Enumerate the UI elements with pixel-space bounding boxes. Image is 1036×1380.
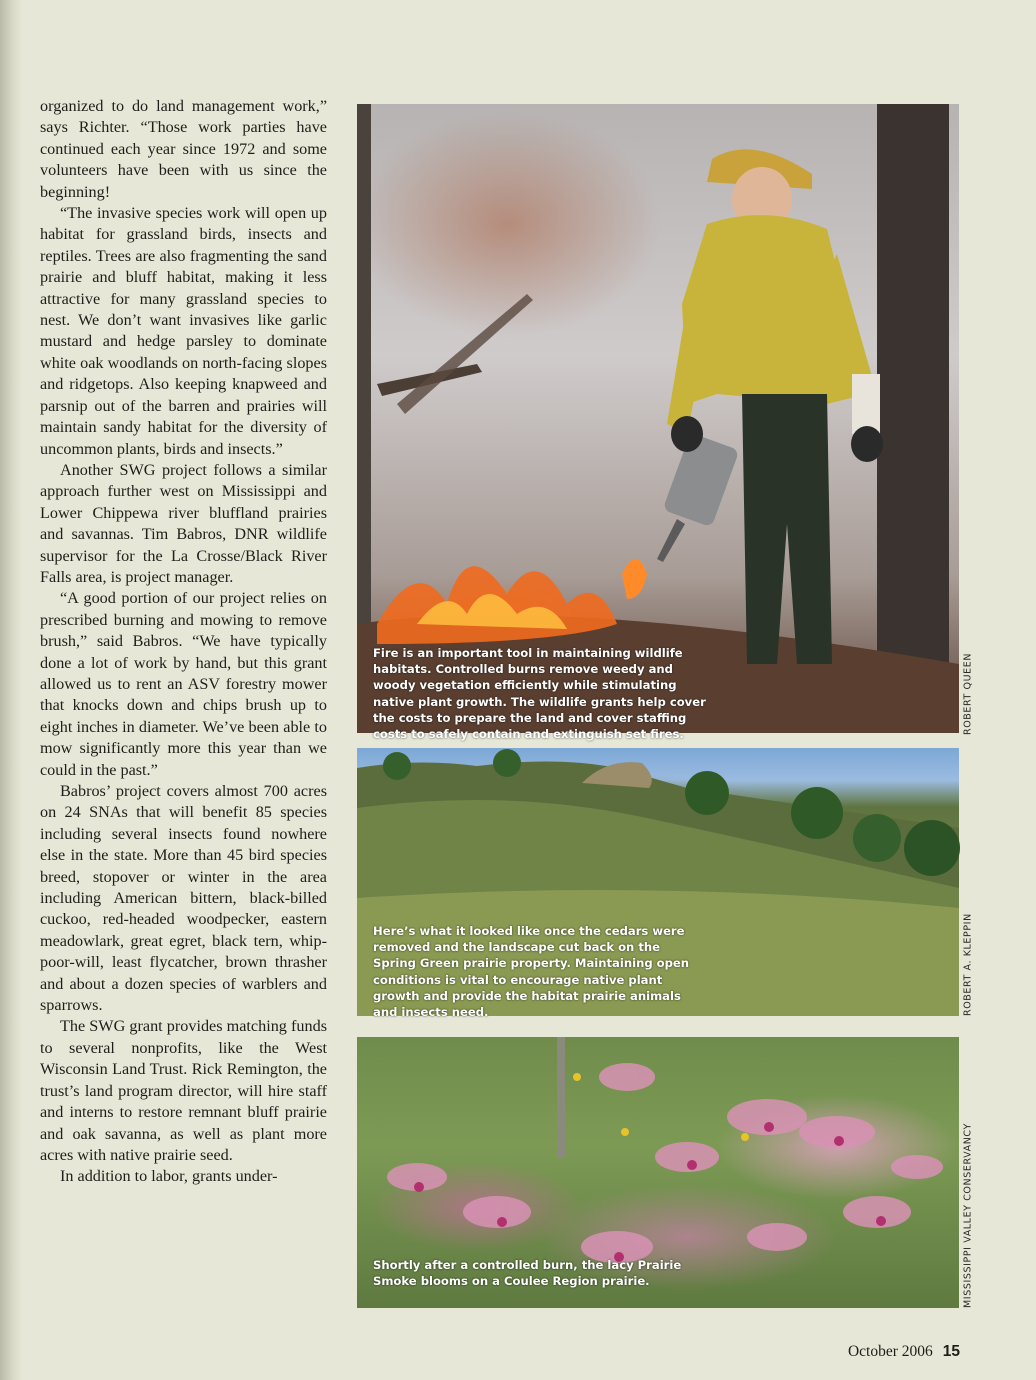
issue-date: October 2006: [847, 1343, 933, 1360]
paragraph: Babros’ project covers almost 700 acres on 24 SNAs that will benefit 85 species including several insects found nowhere else in the state. More than 45 bird species breed, stopover or winter in the area including American bittern, black-billed cuckoo, red-headed woodpecker, eastern meadowlark, great egret, black tern, whip-poor-will, least flycatcher, brown thrasher and about a dozen species of warblers and sparrows.: [40, 782, 327, 1015]
photo-caption: Shortly after a controlled burn, the lacy Prairie Smoke blooms on a Coulee Region prairie.: [373, 1258, 682, 1289]
binding-shadow: [0, 0, 22, 1380]
photo-caption: Fire is an important tool in maintaining wildlife habitats. Controlled burns remove weedy and woody vegetation efficiently while stimulating native plant growth. The wildlife grants help cover the costs to prepare the land and cover staffing costs to safely contain and extinguish set fires.: [373, 646, 706, 742]
photo-credit: ROBERT A. KLEPPIN: [962, 913, 974, 1016]
photo-prairie-hill: [357, 748, 959, 1020]
article-body: [40, 96, 327, 1188]
burn-scene-illustration: [357, 104, 959, 733]
paragraph: “A good portion of our project relies on prescribed burning and mowing to remove brush,” said Babros. “We have typically done a lot of work by hand, but this grant allowed us to rent an ASV forestry mower that knocks down and chips brush up to eight inches in diameter. We’ve been able to mow significantly more this year than we could in the past.”: [40, 589, 327, 779]
paragraph: “The invasive species work will open up habitat for grassland birds, insects and reptiles. Trees are also fragmenting the sand prairie and bluff habitat, making it less attractive for many grassland species to nest. We don’t want invasives like garlic mustard and hedge parsley to dominate white oak woodlands on north-facing slopes and ridgetops. Also keeping knapweed and parsnip out of the barren and prairies will maintain sandy habitat for the diversity of uncommon plants, birds and insects.”: [40, 204, 327, 458]
photo-prairie-smoke: [357, 1037, 959, 1308]
photo-credit: ROBERT QUEEN: [962, 652, 974, 735]
paragraph: Another SWG project follows a similar approach further west on Mississippi and Lower Chippewa river bluffland prairies and savannas. Tim Babros, DNR wildlife supervisor for the La Crosse/Black River Falls area, is project manager.: [40, 460, 327, 586]
page-footer: [848, 1343, 960, 1361]
page-number: 15: [942, 1343, 960, 1360]
paragraph: The SWG grant provides matching funds to several nonprofits, like the West Wisconsin Land Trust. Rick Remington, the trust’s land program director, will hire staff and interns to restore remnant bluff prairie and oak savanna, as well as plant more acres with native prairie seed.: [40, 1017, 327, 1164]
photo-caption: Here’s what it looked like once the cedars were removed and the landscape cut back on the Spring Green prairie property. Maintaining open conditions is vital to encourage native plant growth and provide the habitat prairie animals and insects need.: [373, 924, 690, 1020]
photo-credit: MISSISSIPPI VALLEY CONSERVANCY: [962, 1123, 974, 1308]
paragraph: In addition to labor, grants under-: [60, 1167, 278, 1186]
paragraph: organized to do land management work,” says Richter. “Those work parties have continued each year since 1972 and some volunteers have been with us since the beginning!: [40, 97, 327, 201]
photo-controlled-burn: [357, 104, 959, 742]
